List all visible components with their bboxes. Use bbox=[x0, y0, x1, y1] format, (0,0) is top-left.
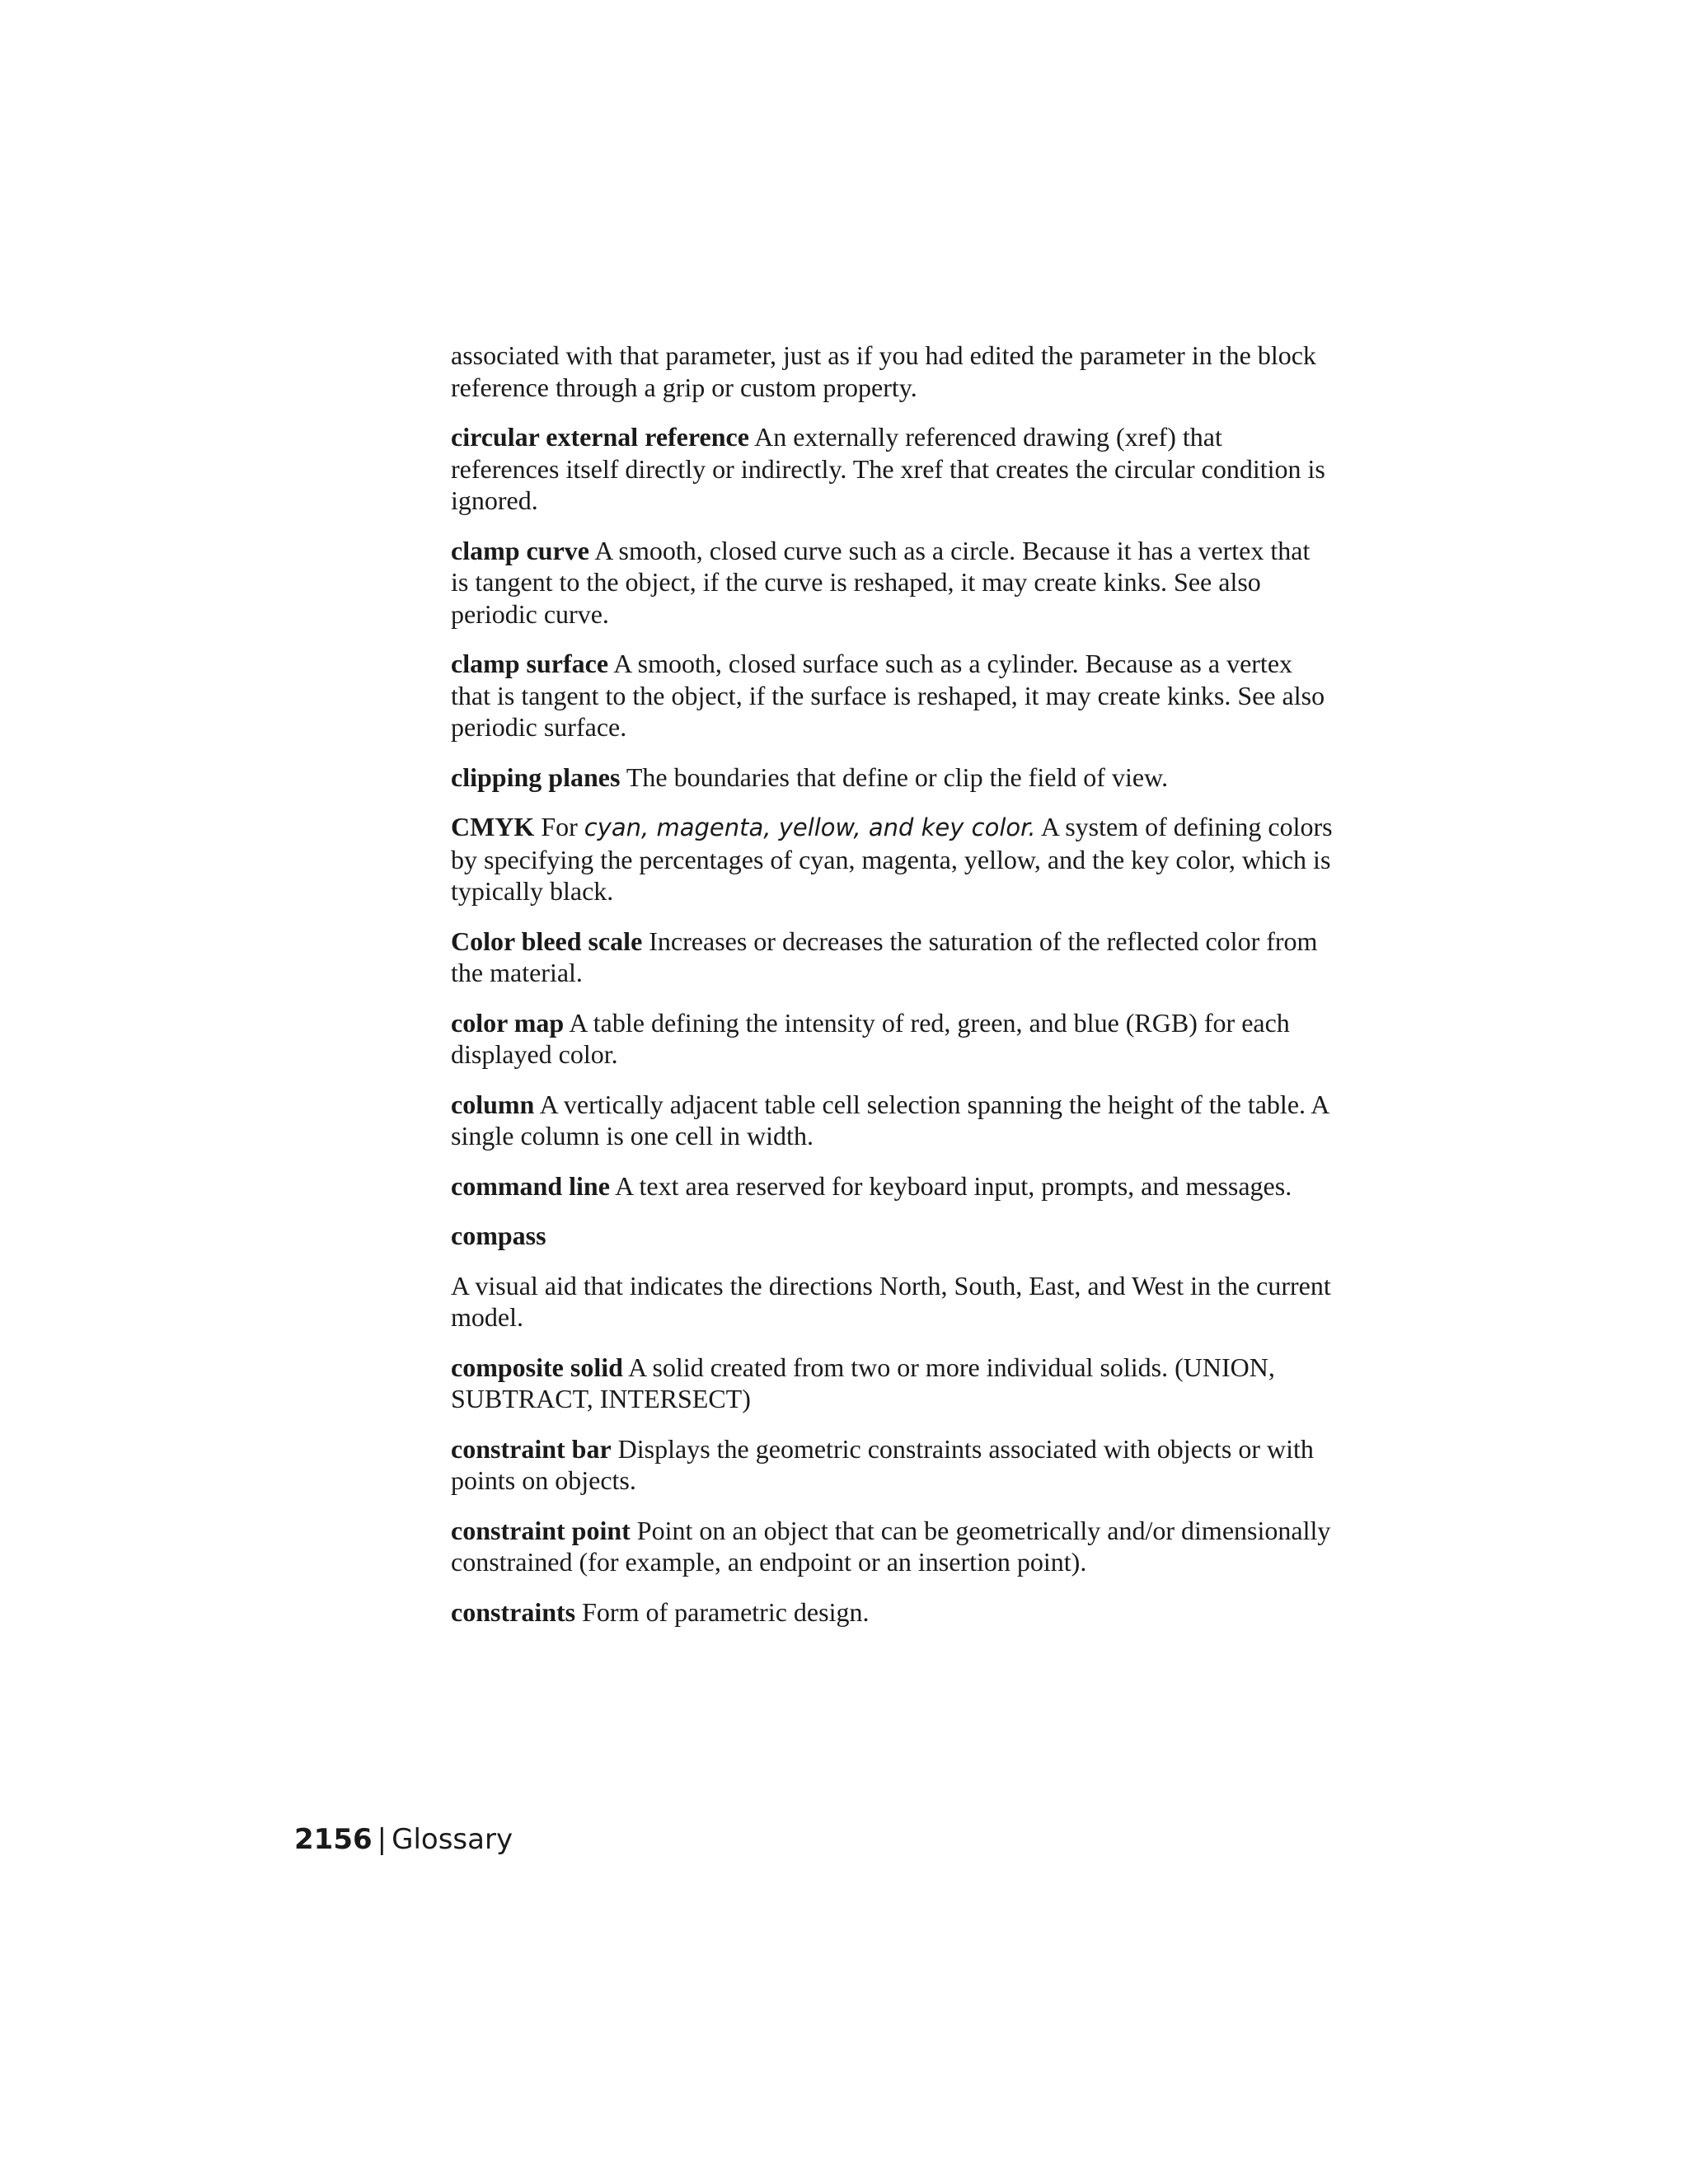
glossary-definition: Increases or decreases the saturation of the reflected color from the material. bbox=[451, 926, 1318, 987]
glossary-prefix: For bbox=[541, 812, 578, 841]
glossary-term: clamp curve bbox=[451, 535, 589, 565]
glossary-definition: A table defining the intensity of red, green, and blue (RGB) for each displayed color. bbox=[451, 1007, 1290, 1069]
glossary-term: compass bbox=[451, 1221, 546, 1250]
glossary-definition: A smooth, closed surface such as a cylinder. Because as a vertex that is tangent to the object, if the surface is reshaped, it may create kinks. See also periodic surface. bbox=[451, 649, 1325, 742]
footer-section-title: Glossary bbox=[392, 1823, 513, 1856]
glossary-entry bbox=[451, 1007, 1333, 1071]
glossary-entry bbox=[451, 762, 1333, 794]
glossary-term: circular external reference bbox=[451, 422, 749, 452]
footer-separator: | bbox=[377, 1823, 387, 1856]
glossary-entry bbox=[451, 1089, 1333, 1152]
glossary-term: constraint bar bbox=[451, 1433, 612, 1464]
glossary-definition: A solid created from two or more individual solids. (UNION, SUBTRACT, INTERSECT) bbox=[451, 1352, 1275, 1413]
glossary-term: CMYK bbox=[451, 812, 535, 841]
glossary-entry bbox=[451, 811, 1333, 907]
glossary-entry bbox=[451, 1433, 1333, 1497]
page-number: 2156 bbox=[294, 1823, 373, 1856]
glossary-entry bbox=[451, 535, 1333, 630]
glossary-entry bbox=[451, 1596, 1333, 1629]
glossary-definition: A smooth, closed curve such as a circle. Because it has a vertex that is tangent to the object, if the curve is reshaped, it may create kinks. See also periodic curve. bbox=[451, 535, 1311, 629]
glossary-definition: The boundaries that define or clip the field of view. bbox=[626, 762, 1169, 792]
glossary-term: color map bbox=[451, 1007, 565, 1038]
glossary-definition: Form of parametric design. bbox=[582, 1596, 870, 1627]
glossary-definition: An externally referenced drawing (xref) that references itself directly or indirectly. The xref that creates the circular condition is ignored. bbox=[451, 422, 1325, 515]
page-footer bbox=[294, 1823, 513, 1856]
glossary-content bbox=[451, 340, 1333, 1646]
glossary-term: command line bbox=[451, 1170, 610, 1201]
glossary-definition: A vertically adjacent table cell selection spanning the height of the table. A single column is one cell in width. bbox=[451, 1089, 1329, 1151]
glossary-entry bbox=[451, 1515, 1333, 1578]
glossary-term: Color bleed scale bbox=[451, 926, 643, 956]
glossary-definition: Displays the geometric constraints associated with objects or with points on objects. bbox=[451, 1433, 1314, 1495]
glossary-entry bbox=[451, 421, 1333, 517]
glossary-term: composite solid bbox=[451, 1352, 623, 1382]
glossary-expansion: cyan, magenta, yellow, and key color. bbox=[584, 813, 1036, 841]
glossary-term: column bbox=[451, 1089, 535, 1119]
glossary-entry bbox=[451, 648, 1333, 743]
glossary-definition: A visual aid that indicates the directions North, South, East, and West in the current model. bbox=[451, 1270, 1331, 1332]
glossary-entry bbox=[451, 1352, 1333, 1415]
glossary-definition: A text area reserved for keyboard input, prompts, and messages. bbox=[615, 1170, 1292, 1201]
glossary-term: clipping planes bbox=[451, 762, 621, 792]
glossary-entry bbox=[451, 1270, 1333, 1333]
glossary-continuation-text: associated with that parameter, just as if you had edited the parameter in the block reference through a grip or custom property. bbox=[451, 340, 1316, 402]
glossary-term: constraint point bbox=[451, 1515, 631, 1545]
glossary-entry bbox=[451, 1170, 1333, 1202]
glossary-entry bbox=[451, 1220, 1333, 1252]
glossary-term: clamp surface bbox=[451, 649, 609, 678]
glossary-definition: Point on an object that can be geometrically and/or dimensionally constrained (for example, an endpoint or an insertion point). bbox=[451, 1515, 1331, 1577]
glossary-entry bbox=[451, 926, 1333, 989]
glossary-term: constraints bbox=[451, 1596, 576, 1627]
glossary-definition: A system of defining colors by specifying the percentages of cyan, magenta, yellow, and the key color, which is typically black. bbox=[451, 812, 1333, 906]
